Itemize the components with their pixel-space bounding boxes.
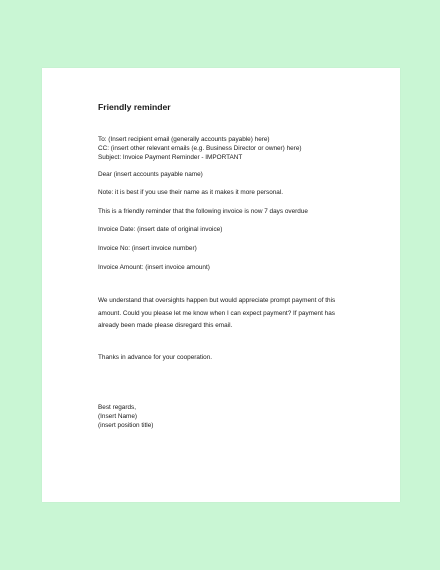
sender-position: (insert position title) (98, 422, 154, 430)
invoice-number-block (98, 244, 358, 253)
understanding-line-3: already been made please disregard this email. (98, 322, 233, 330)
cc-line: CC: (insert other relevant emails (e.g. Business Director or owner) here) (98, 145, 302, 153)
signature-block (98, 403, 358, 431)
header-block (98, 135, 358, 163)
letter-body (98, 102, 358, 431)
note-block (98, 188, 358, 197)
document-page (42, 68, 400, 502)
note: Note: it is best if you use their name as it makes it more personal. (98, 188, 284, 196)
thanks-block (98, 353, 358, 362)
greeting: Dear (insert accounts payable name) (98, 170, 203, 178)
invoice-amount-block (98, 263, 358, 272)
invoice-date: Invoice Date: (insert date of original invoice) (98, 226, 223, 234)
invoice-date-block (98, 225, 358, 234)
understanding-line-2: amount. Could you please let me know when I can expect payment? If payment has (98, 309, 335, 317)
letter-title: Friendly reminder (98, 102, 171, 112)
to-line: To: (Insert recipient email (generally accounts payable) here) (98, 136, 270, 143)
reminder-block (98, 207, 358, 216)
greeting-block (98, 170, 358, 179)
subject-line: Subject: Invoice Payment Reminder - IMPORTANT (98, 154, 243, 162)
reminder-text: This is a friendly reminder that the following invoice is now 7 days overdue (98, 207, 308, 215)
invoice-number: Invoice No: (insert invoice number) (98, 245, 197, 253)
sender-name: (Insert Name) (98, 413, 138, 421)
understanding-paragraph (98, 295, 358, 333)
invoice-amount: Invoice Amount: (insert invoice amount) (98, 264, 210, 271)
thanks-text: Thanks in advance for your cooperation. (98, 353, 213, 361)
signoff: Best regards, (98, 403, 137, 411)
understanding-line-1: We understand that oversights happen but would appreciate prompt payment of this (98, 297, 336, 305)
